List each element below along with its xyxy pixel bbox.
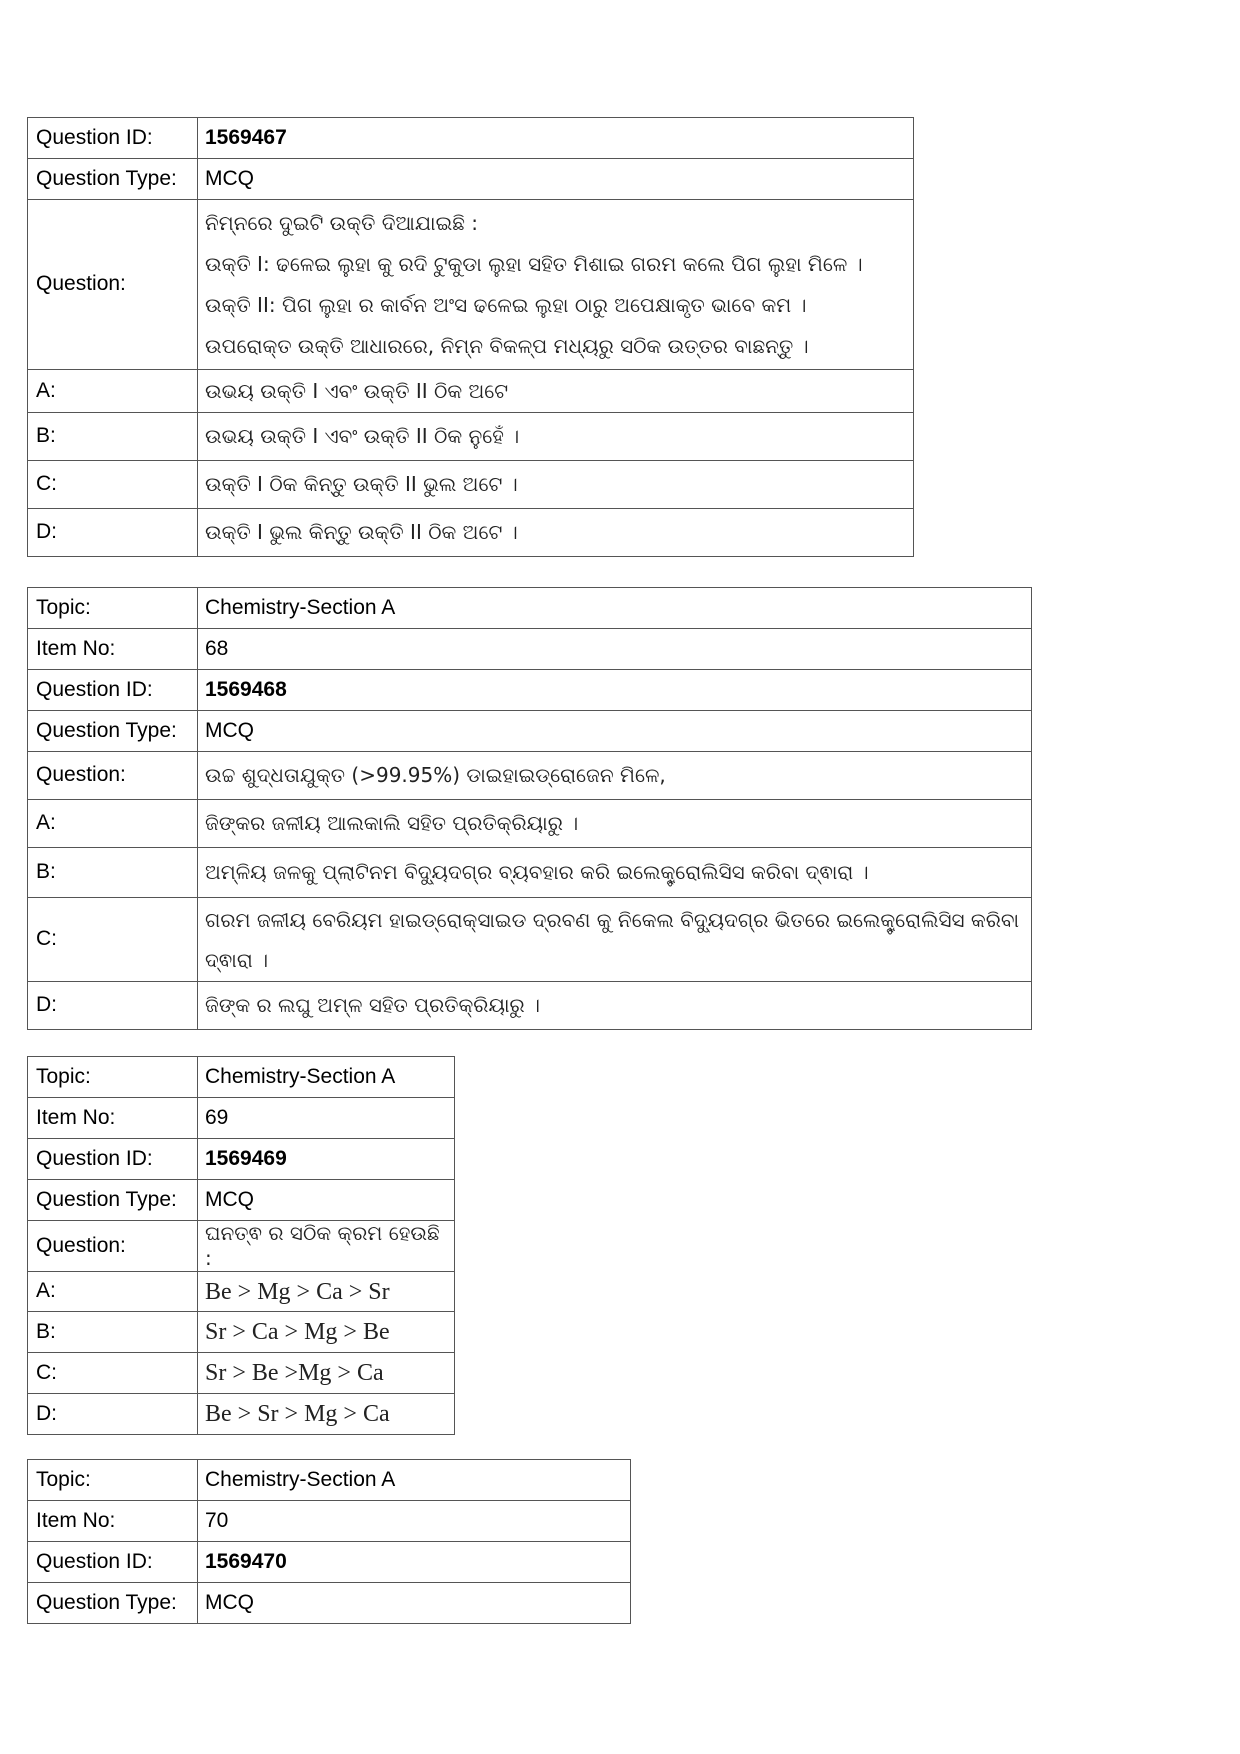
topic-value: Chemistry-Section A	[198, 588, 1032, 629]
question-table-70	[27, 1459, 631, 1624]
question-label: Question:	[28, 200, 198, 370]
question-id-value: 1569468	[198, 670, 1032, 711]
option-b-label: B:	[28, 413, 198, 461]
option-a-label: A:	[28, 1272, 198, 1312]
option-a-text: ଜିଙ୍କର ଜଳୀୟ ଆଲକାଲି ସହିତ ପ୍ରତିକ୍ରିୟାରୁ ।	[198, 800, 1032, 848]
row-question	[28, 200, 914, 370]
row-option-c	[28, 461, 914, 509]
question-table-69	[27, 1056, 455, 1435]
option-a-label: A:	[28, 370, 198, 413]
row-option-c	[28, 1353, 455, 1394]
question-id-label: Question ID:	[28, 1139, 198, 1180]
row-item-no	[28, 1098, 455, 1139]
topic-value: Chemistry-Section A	[198, 1460, 631, 1501]
question-line: ଉକ୍ତି II: ପିଗ ଲୁହା ର କାର୍ବନ ଅଂସ ଢଳେଇ ଲୁହା ଠାରୁ ଅପେକ୍ଷାକୃତ ଭାବେ କମ ।	[205, 292, 807, 317]
item-no-label: Item No:	[28, 1501, 198, 1542]
option-a-text: ଉଭୟ ଉକ୍ତି I ଏବଂ ଉକ୍ତି II ଠିକ ଅଟେ	[198, 370, 914, 413]
item-no-label: Item No:	[28, 629, 198, 670]
row-question-type	[28, 1180, 455, 1221]
item-no-value: 70	[198, 1501, 631, 1542]
topic-label: Topic:	[28, 588, 198, 629]
row-question-id	[28, 1542, 631, 1583]
option-c-line: ଦ୍ଵାରା ।	[205, 947, 269, 972]
option-a-label: A:	[28, 800, 198, 848]
option-b-label: B:	[28, 848, 198, 898]
question-id-value: 1569470	[198, 1542, 631, 1583]
row-topic	[28, 1460, 631, 1501]
option-c-line: ଗରମ ଜଳୀୟ ବେରିୟମ ହାଇଡ୍ରୋକ୍ସାଇଡ ଦ୍ରବଣ କୁ ନିକେଲ ବିଦ୍ୟୁଦଗ୍ର ଭିତରେ ଇଲେକ୍ଟ୍ରୋଲିସିସ କରିବା	[205, 907, 1020, 932]
row-topic	[28, 1057, 455, 1098]
item-no-value: 69	[198, 1098, 455, 1139]
row-option-b	[28, 413, 914, 461]
question-type-value: MCQ	[198, 1180, 455, 1221]
question-label: Question:	[28, 752, 198, 800]
option-d-label: D:	[28, 1394, 198, 1435]
row-option-a	[28, 800, 1032, 848]
row-option-d	[28, 509, 914, 557]
question-line: ନିମ୍ନରେ ଦୁଇଟି ଉକ୍ତି ଦିଆଯାଇଛି :	[205, 210, 478, 235]
row-topic	[28, 588, 1032, 629]
question-text: ଘନତ୍ଵ ର ସଠିକ କ୍ରମ ହେଉଛି :	[198, 1221, 455, 1272]
topic-label: Topic:	[28, 1057, 198, 1098]
question-id-label: Question ID:	[28, 118, 198, 159]
question-type-value: MCQ	[198, 159, 914, 200]
row-option-c	[28, 898, 1032, 982]
row-option-a	[28, 370, 914, 413]
question-type-value: MCQ	[198, 1583, 631, 1624]
question-text	[198, 200, 914, 370]
option-b-text: ଉଭୟ ଉକ୍ତି I ଏବଂ ଉକ୍ତି II ଠିକ ନୁହେଁ ।	[198, 413, 914, 461]
row-item-no	[28, 1501, 631, 1542]
question-type-label: Question Type:	[28, 711, 198, 752]
question-table-68	[27, 587, 1032, 1030]
option-d-text: Be > Sr > Mg > Ca	[198, 1394, 455, 1435]
row-option-d	[28, 1394, 455, 1435]
question-text: ଉଚ୍ଚ ଶୁଦ୍ଧତାଯୁକ୍ତ (>99.95%) ଡାଇହାଇଡ୍ରୋଜେନ ମିଳେ,	[198, 752, 1032, 800]
topic-label: Topic:	[28, 1460, 198, 1501]
row-question	[28, 1221, 455, 1272]
option-c-label: C:	[28, 1353, 198, 1394]
row-question	[28, 752, 1032, 800]
option-b-label: B:	[28, 1312, 198, 1353]
row-option-b	[28, 848, 1032, 898]
option-c-text	[198, 898, 1032, 982]
question-label: Question:	[28, 1221, 198, 1272]
option-d-label: D:	[28, 509, 198, 557]
question-id-label: Question ID:	[28, 1542, 198, 1583]
question-type-label: Question Type:	[28, 1180, 198, 1221]
row-question-type	[28, 159, 914, 200]
row-option-b	[28, 1312, 455, 1353]
option-c-label: C:	[28, 898, 198, 982]
row-question-id	[28, 118, 914, 159]
row-option-a	[28, 1272, 455, 1312]
question-type-value: MCQ	[198, 711, 1032, 752]
question-table-1569467	[27, 117, 914, 557]
question-id-value: 1569469	[198, 1139, 455, 1180]
row-question-type	[28, 711, 1032, 752]
row-item-no	[28, 629, 1032, 670]
question-id-label: Question ID:	[28, 670, 198, 711]
item-no-label: Item No:	[28, 1098, 198, 1139]
option-c-label: C:	[28, 461, 198, 509]
question-type-label: Question Type:	[28, 1583, 198, 1624]
topic-value: Chemistry-Section A	[198, 1057, 455, 1098]
question-line: ଉକ୍ତି I: ଢଳେଇ ଲୁହା କୁ ରଦି ଟୁକୁଡା ଲୁହା ସହିତ ମିଶାଇ ଗରମ କଲେ ପିଗ ଲୁହା ମିଳେ ।	[205, 251, 863, 276]
item-no-value: 68	[198, 629, 1032, 670]
option-c-text: Sr > Be >Mg > Ca	[198, 1353, 455, 1394]
row-option-d	[28, 982, 1032, 1030]
row-question-id	[28, 1139, 455, 1180]
question-id-value: 1569467	[198, 118, 914, 159]
option-d-label: D:	[28, 982, 198, 1030]
option-d-text: ଉକ୍ତି I ଭୁଲ କିନ୍ତୁ ଉକ୍ତି II ଠିକ ଅଟେ ।	[198, 509, 914, 557]
option-a-text: Be > Mg > Ca > Sr	[198, 1272, 455, 1312]
row-question-id	[28, 670, 1032, 711]
row-question-type	[28, 1583, 631, 1624]
option-c-text: ଉକ୍ତି I ଠିକ କିନ୍ତୁ ଉକ୍ତି II ଭୁଲ ଅଟେ ।	[198, 461, 914, 509]
option-b-text: ଅମ୍ଳିୟ ଜଳକୁ ପ୍ଲାଟିନମ ବିଦ୍ୟୁଦଗ୍ର ବ୍ୟବହାର କରି ଇଲେକ୍ଟ୍ରୋଲିସିସ କରିବା ଦ୍ଵାରା ।	[198, 848, 1032, 898]
question-line: ଉପରୋକ୍ତ ଉକ୍ତି ଆଧାରରେ, ନିମ୍ନ ବିକଳ୍ପ ମଧ୍ୟରୁ ସଠିକ ଉତ୍ତର ବାଛନ୍ତୁ ।	[205, 333, 809, 358]
question-type-label: Question Type:	[28, 159, 198, 200]
option-b-text: Sr > Ca > Mg > Be	[198, 1312, 455, 1353]
option-d-text: ଜିଙ୍କ ର ଲଘୁ ଅମ୍ଳ ସହିତ ପ୍ରତିକ୍ରିୟାରୁ ।	[198, 982, 1032, 1030]
